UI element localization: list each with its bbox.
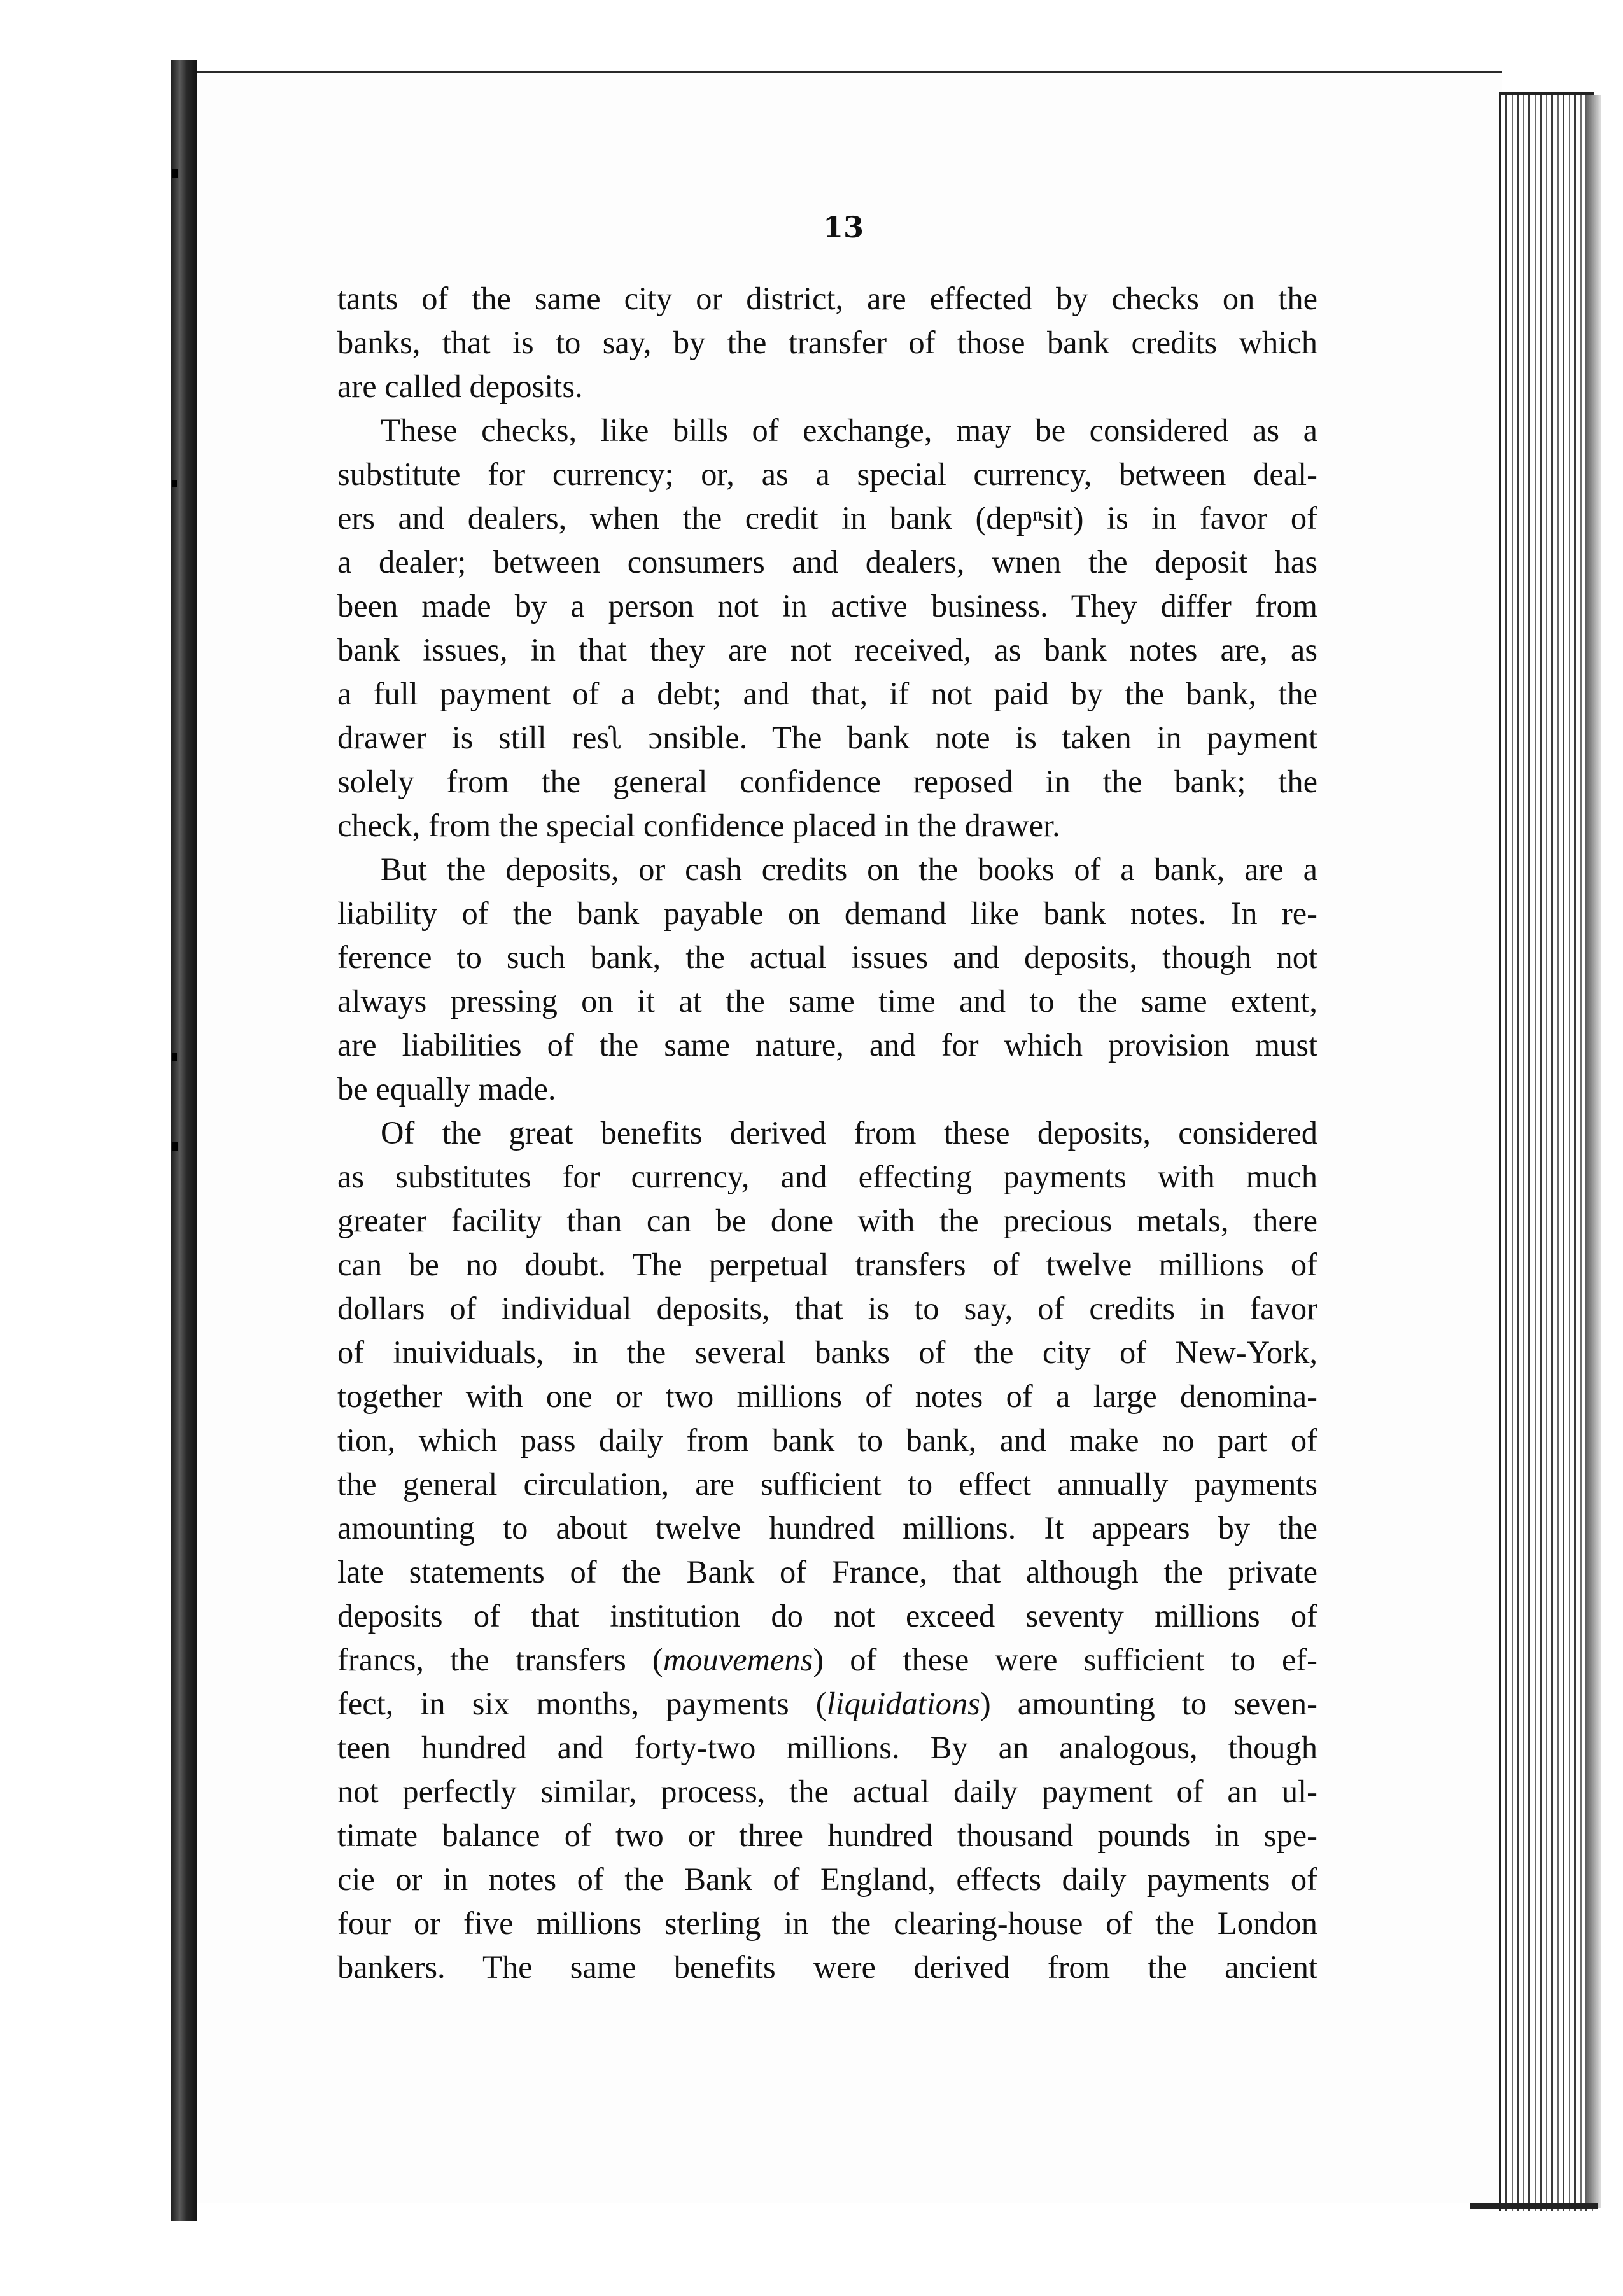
page-edge-shadow	[1585, 95, 1601, 2208]
italic-term: mouvemens	[663, 1642, 813, 1677]
text-line: of inuividuals, in the several banks of the city of New-York,	[337, 1334, 1317, 1370]
text-line: liability of the bank payable on demand like bank notes. In re-	[337, 895, 1317, 931]
text-line	[337, 1638, 1317, 1682]
text-line: be equally made.	[337, 1071, 556, 1107]
text-line: a full payment of a debt; and that, if not paid by the bank, the	[337, 676, 1317, 711]
text-line: ference to such bank, the actual issues and deposits, though not	[337, 939, 1317, 975]
gutter-mark	[172, 169, 178, 178]
text-line: timate balance of two or three hundred thousand pounds in spe-	[337, 1817, 1317, 1853]
text-line: greater facility than can be done with the precious metals, there	[337, 1203, 1317, 1238]
text-line: tion, which pass daily from bank to bank, and make no part of	[337, 1422, 1317, 1458]
text-line: cie or in notes of the Bank of England, effects daily payments of	[337, 1861, 1317, 1897]
text-line: amounting to about twelve hundred millions. It appears by the	[337, 1510, 1317, 1546]
text-line: not perfectly similar, process, the actual daily payment of an ul-	[337, 1774, 1317, 1809]
gutter-mark	[172, 1142, 178, 1151]
text-line	[337, 1682, 1317, 1726]
text-line: are called deposits.	[337, 368, 583, 404]
page-edge-stack	[1499, 92, 1594, 2211]
text-line: dollars of individual deposits, that is to say, of credits in favor	[337, 1291, 1317, 1326]
text-line: as substitutes for currency, and effecting payments with much	[337, 1159, 1317, 1194]
text-line: late statements of the Bank of France, that although the private	[337, 1554, 1317, 1590]
text-line: banks, that is to say, by the transfer of those bank credits which	[337, 325, 1317, 360]
text-line: check, from the special confidence placed in the drawer.	[337, 808, 1060, 843]
text-line: tants of the same city or district, are effected by checks on the	[337, 281, 1317, 316]
text-fragment: ) of these were sufficient to ef-	[813, 1642, 1317, 1677]
text-line: These checks, like bills of exchange, may be considered as a	[381, 412, 1317, 448]
text-line: four or five millions sterling in the clearing-house of the London	[337, 1905, 1317, 1941]
book-gutter	[171, 60, 197, 2221]
text-line: a dealer; between consumers and dealers, wnen the deposit has	[337, 544, 1317, 580]
paragraph	[337, 1111, 1317, 1989]
text-fragment: francs, the transfers (	[337, 1642, 663, 1677]
text-line: been made by a person not in active business. They differ from	[337, 588, 1317, 624]
text-line: bank issues, in that they are not received, as bank notes are, as	[337, 632, 1317, 668]
paragraph	[337, 848, 1317, 1111]
body-text	[337, 277, 1317, 1989]
paragraph	[337, 409, 1317, 848]
text-line: together with one or two millions of notes of a large denomina-	[337, 1378, 1317, 1414]
text-line: can be no doubt. The perpetual transfers of twelve millions of	[337, 1247, 1317, 1282]
text-line: deposits of that institution do not exceed seventy millions of	[337, 1598, 1317, 1634]
left-facing-page	[0, 60, 173, 2224]
text-line: teen hundred and forty-two millions. By an analogous, though	[337, 1730, 1317, 1765]
text-line: bankers. The same benefits were derived from the ancient	[337, 1949, 1317, 1985]
text-line: substitute for currency; or, as a special currency, between deal-	[337, 456, 1317, 492]
text-fragment: ) amounting to seven-	[980, 1686, 1318, 1721]
text-line: Of the great benefits derived from these deposits, considered	[381, 1115, 1317, 1151]
gutter-mark	[172, 1053, 177, 1061]
text-fragment: fect, in six months, payments (	[337, 1686, 827, 1721]
gutter-mark	[172, 480, 177, 487]
text-line: drawer is still resʅ ɔnsible. The bank note is taken in payment	[337, 720, 1317, 755]
text-line: ers and dealers, when the credit in bank (depⁿsit) is in favor of	[337, 500, 1317, 536]
text-line: are liabilities of the same nature, and for which provision must	[337, 1027, 1317, 1063]
text-line: the general circulation, are sufficient to effect annually payments	[337, 1466, 1317, 1502]
text-line: But the deposits, or cash credits on the books of a bank, are a	[381, 851, 1317, 887]
italic-term: liquidations	[826, 1686, 980, 1721]
paragraph	[337, 277, 1317, 409]
page-number: 13	[822, 210, 864, 244]
page-bottom-edge	[1470, 2203, 1598, 2209]
text-line: solely from the general confidence reposed in the bank; the	[337, 764, 1317, 799]
text-line: always pressing on it at the same time and to the same extent,	[337, 983, 1317, 1019]
